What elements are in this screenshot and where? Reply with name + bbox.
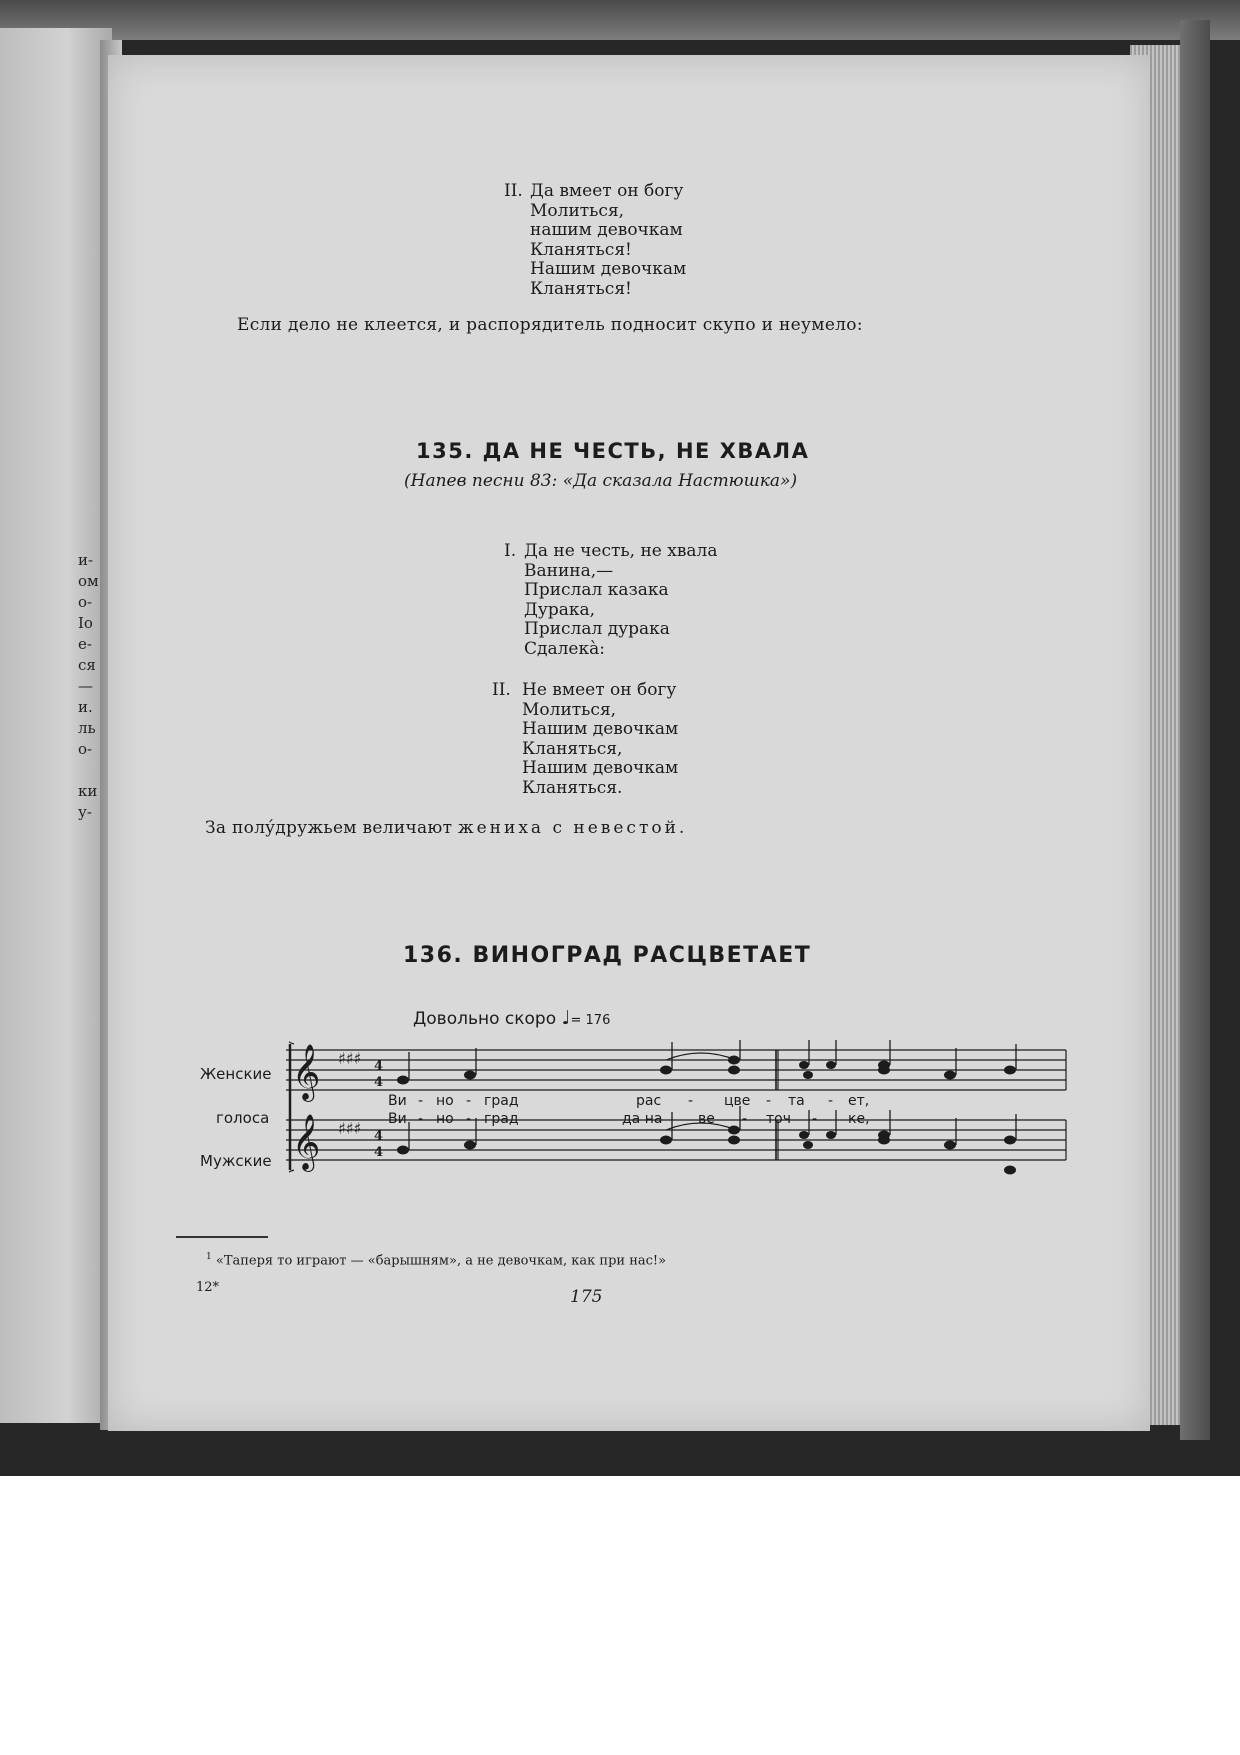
spaced-emphasis: жениха с невестой — [457, 818, 679, 838]
verse-line: Сдалекà: — [524, 638, 605, 659]
verse-line: нашим девочкам — [530, 220, 683, 240]
verse-line: Нашим девочкам — [522, 719, 679, 739]
left-page-fragment: — — [78, 677, 93, 695]
verse-line: Молиться, — [530, 200, 625, 221]
verse-line: Нашим девочкам — [530, 259, 687, 279]
lyric-syllable: да на — [622, 1111, 663, 1127]
prose-paragraph-2 — [205, 818, 685, 838]
lyric-syllable: ве — [698, 1111, 715, 1127]
lyric-syllable: но — [436, 1093, 454, 1109]
lyric-syllable: ет, — [848, 1093, 870, 1109]
lyric-syllable: цве — [724, 1093, 751, 1109]
voice-label-voices: голоса — [216, 1109, 270, 1127]
voice-label-women: Женские — [200, 1065, 272, 1083]
book-cover-top — [0, 0, 1240, 40]
verse-line: Кланяться, — [522, 738, 623, 759]
verse-lines — [522, 681, 678, 798]
verse-line: Прислал дурака — [524, 619, 670, 639]
lyric-syllable: - — [828, 1093, 834, 1109]
verse-line: Нашим девочкам — [522, 758, 679, 778]
song-135-title: 135. ДА НЕ ЧЕСТЬ, НЕ ХВАЛА — [416, 439, 810, 463]
left-page-fragment: и- — [78, 551, 94, 569]
lyric-syllable: град — [484, 1093, 519, 1109]
time-signature: 4 — [374, 1075, 384, 1090]
verse-line: Кланяться! — [530, 278, 632, 299]
left-page-fragment: о- — [78, 740, 93, 758]
left-page-fragment: Io — [78, 614, 93, 632]
left-page-fragment: ся — [78, 656, 96, 674]
key-signature: ♯♯♯ — [338, 1049, 362, 1068]
time-signature: 4 — [374, 1145, 384, 1160]
prose-text: . — [678, 818, 685, 838]
lyric-syllable: - — [688, 1093, 694, 1109]
signature-mark: 12* — [196, 1280, 220, 1295]
main-page — [108, 55, 1150, 1431]
verse-line: Прислал казака — [524, 580, 669, 600]
lyric-syllable: - — [812, 1111, 818, 1127]
footnote-marker: 1 — [206, 1252, 212, 1262]
verse-line: Да вмеет он богу — [530, 181, 684, 201]
left-page-fragment — [78, 760, 99, 781]
lyric-syllable: - — [466, 1111, 472, 1127]
lyric-syllable: ке, — [848, 1111, 870, 1127]
lyric-syllable: та — [788, 1093, 805, 1109]
verse-numeral: II. — [492, 680, 511, 700]
verse-numeral: II. — [504, 181, 523, 201]
left-page-fragment: о- — [78, 593, 93, 611]
left-page-fragment: ом — [78, 572, 99, 590]
tempo-value: = 176 — [570, 1013, 611, 1028]
lyric-syllable: Ви — [388, 1111, 407, 1127]
verse-line: Кланяться. — [522, 777, 623, 798]
lyrics-line-2 — [388, 1111, 1028, 1129]
left-page-fragment: у- — [78, 803, 92, 821]
left-page-fragment: и. — [78, 698, 93, 716]
prose-text: За полýдружьем величают — [205, 818, 458, 838]
song-135-subtitle: (Напев песни 83: «Да сказала Настюшка») — [404, 471, 798, 491]
lyrics-line-1 — [388, 1093, 1028, 1111]
song-136-title: 136. ВИНОГРАД РАСЦВЕТАЕТ — [403, 943, 812, 968]
book-cover-right — [1180, 20, 1210, 1440]
footnote — [206, 1252, 666, 1268]
time-signature: 4 — [374, 1129, 384, 1144]
tempo-text: Довольно скоро — [413, 1009, 557, 1029]
tempo-marking — [413, 1007, 610, 1029]
lyric-syllable: - — [742, 1111, 748, 1127]
lyric-syllable: - — [466, 1093, 472, 1109]
verse-lines — [524, 542, 717, 659]
treble-clef-icon: 𝄞 — [292, 1044, 321, 1100]
time-signature: 4 — [374, 1059, 384, 1074]
left-page-fragment: ль — [78, 719, 96, 737]
lyric-syllable: точ — [766, 1111, 791, 1127]
left-page-fragments — [78, 550, 99, 823]
page-number: 175 — [570, 1287, 603, 1307]
lyric-syllable: - — [418, 1111, 424, 1127]
verse-numeral: I. — [504, 541, 517, 561]
verse-line: Дурака, — [524, 599, 596, 620]
verse-lines — [530, 182, 686, 299]
lyric-syllable: - — [766, 1093, 772, 1109]
footnote-rule — [176, 1236, 268, 1238]
left-page — [0, 28, 112, 1423]
verse-line: Молиться, — [522, 699, 617, 720]
verse-line: Кланяться! — [530, 239, 632, 260]
lyric-syllable: град — [484, 1111, 519, 1127]
lyric-syllable: рас — [636, 1093, 662, 1109]
verse-line: Не вмеет он богу — [522, 680, 677, 700]
left-page-fragment: е- — [78, 635, 92, 653]
quarter-note-icon: ♩ — [561, 1007, 571, 1029]
verse-line: Ванина,— — [524, 560, 614, 581]
verse-line: Да не честь, не хвала — [524, 541, 718, 561]
key-signature: ♯♯♯ — [338, 1119, 362, 1138]
lyric-syllable: - — [418, 1093, 424, 1109]
voice-label-men: Мужские — [200, 1152, 272, 1170]
footnote-text: «Таперя то играют — «барышням», а не девочкам, как при нас!» — [215, 1253, 667, 1269]
treble-clef-icon: 𝄞 — [292, 1114, 321, 1170]
left-page-fragment: ки — [78, 782, 98, 800]
lyric-syllable: но — [436, 1111, 454, 1127]
lyric-syllable: Ви — [388, 1093, 407, 1109]
prose-paragraph-1: Если дело не клеется, и распорядитель подносит скупо и неумело: — [237, 315, 863, 335]
